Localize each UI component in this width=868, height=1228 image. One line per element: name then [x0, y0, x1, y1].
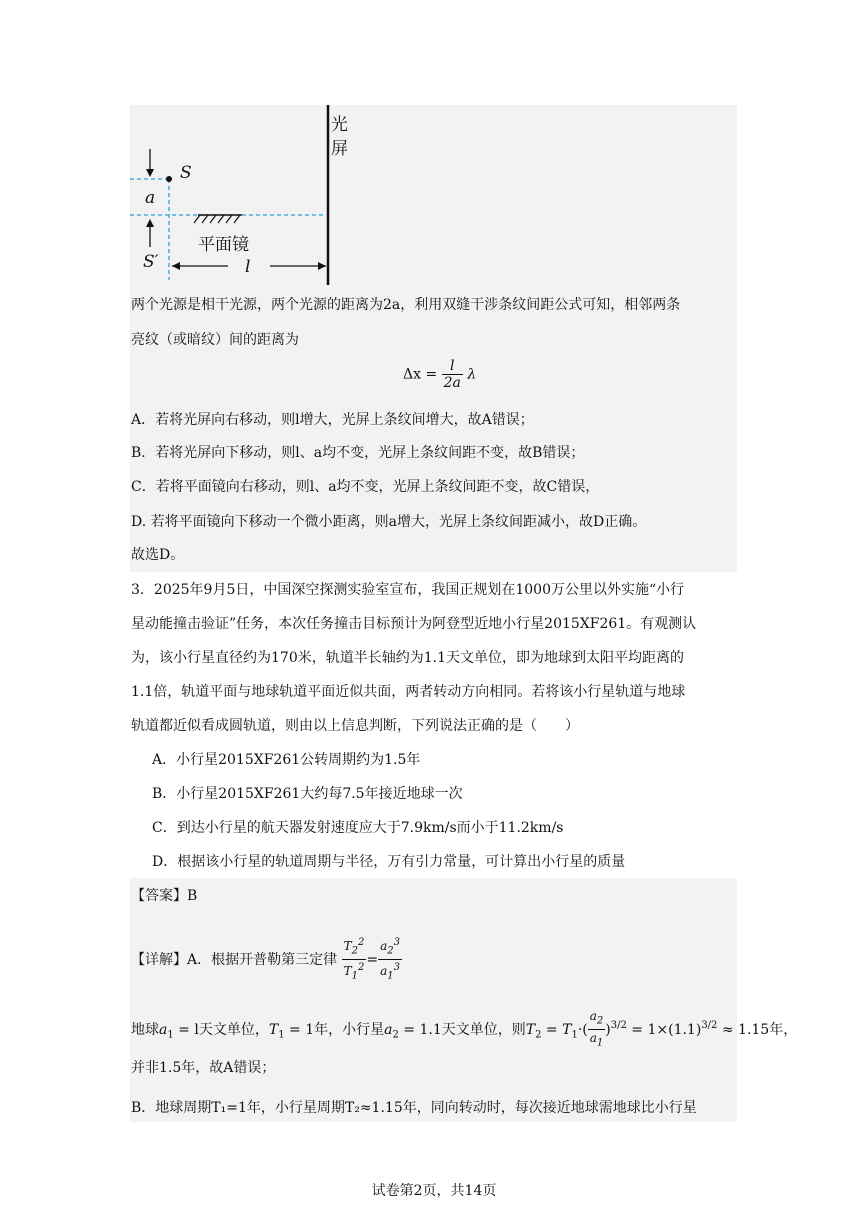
formula-tail: λ	[467, 366, 477, 383]
source-point	[166, 176, 172, 182]
question3-option-a: A．小行星2015XF261公转周期约为1.5年	[152, 752, 421, 768]
solution-option-d: D. 若将平面镜向下移动一个微小距离，则a增大，光屏上条纹间距减小，故D正确。	[131, 514, 647, 530]
formula-lhs: Δx =	[403, 366, 438, 383]
formula-fraction	[442, 358, 463, 391]
solution-option-b: B．若将光屏向下移动，则l、a均不变，光屏上条纹间距不变，故B错误；	[131, 445, 585, 461]
formula-num: l	[442, 358, 463, 375]
solution-option-c: C．若将平面镜向右移动，则l、a均不变，光屏上条纹间距不变，故C错误，	[131, 479, 600, 495]
question3-option-d: D．根据该小行星的轨道周期与半径，万有引力常量，可计算出小行星的质量	[152, 854, 626, 870]
not-line: 并非1.5年，故A错误；	[131, 1060, 276, 1076]
solution-option-a: A．若将光屏向右移动，则l增大，光屏上条纹间增大，故A错误；	[131, 412, 534, 428]
solution-choose: 故选D。	[131, 547, 185, 563]
question3-option-c: C．到达小行星的航天器发射速度应大于7.9km/s而小于11.2km/s	[152, 820, 564, 836]
answer-line: 【答案】B	[131, 888, 198, 904]
question3-line-3: 为，该小行星直径约为170米，轨道半长轴约为1.1天文单位，即为地球到太阳平均距离的	[131, 650, 684, 666]
question3-line-1: 3．2025年9月5日，中国深空探测实验室宣布，我国正规划在1000万公里以外实施“小行	[131, 582, 685, 598]
kepler-lhs: $\frac{T_2^2}{T_1^2}$	[343, 937, 365, 982]
source-label: S	[180, 163, 192, 183]
question3-option-b: B．小行星2015XF261大约每7.5年接近地球一次	[152, 786, 463, 802]
detail-prefix: 【详解】A．根据开普勒第三定律	[131, 951, 338, 968]
formula-den: 2a	[443, 375, 461, 391]
length-arrow-right-head	[318, 262, 326, 270]
arrow-down-head	[146, 169, 154, 177]
spacing-formula	[403, 358, 476, 391]
solution-para-2: 亮纹（或暗纹）间的距离为	[131, 332, 299, 348]
page-footer: 试卷第2页，共14页	[371, 1183, 497, 1199]
detail-line: 【详解】A．根据开普勒第三定律 $\frac{T_2^2}{T_1^2}$ = $\frac{a_2^3}{a_1^3}$	[131, 935, 402, 985]
screen-label-2: 屏	[331, 139, 348, 159]
arrow-up-head	[146, 219, 154, 227]
length-label: l	[245, 257, 251, 277]
screen-label-1: 光	[331, 115, 348, 135]
solution-para-1: 两个光源是相干光源，两个光源的距离为2a，利用双缝干涉条纹间距公式可知，相邻两条	[131, 297, 681, 313]
kepler-rhs: $\frac{a_2^3}{a_1^3}$	[380, 937, 400, 982]
question3-line-2: 星动能撞击验证”任务，本次任务撞击目标预计为阿登型近地小行星2015XF261。有观测认	[131, 616, 697, 632]
shade-answer	[130, 878, 737, 1122]
earth-line: 地球$a_1 = l$天文单位，$T_1 = 1$年，小行星$a_2 = 1.1$天文单位，则$T_2 = T_1\cdot$( $\frac{a_2}{a_1}$ )$^{3/2} = 1\times(1.1)^{3/2} \approx 1.15$年，	[131, 1009, 798, 1049]
distance-label: a	[145, 188, 156, 208]
question3-line-5: 轨道都近似看成圆轨道，则由以上信息判断，下列说法正确的是（ ）	[131, 718, 579, 734]
image-label: S′	[143, 252, 159, 272]
question3-line-4: 1.1倍，轨道平面与地球轨道平面近似共面，两者转动方向相同。若将该小行星轨道与地球	[131, 684, 686, 700]
mirror-label: 平面镜	[198, 235, 249, 255]
b-line: B．地球周期T₁=1年，小行星周期T₂≈1.15年，同向转动时，每次接近地球需地球比小行星	[131, 1100, 697, 1116]
mirror-hatch	[194, 215, 240, 223]
length-arrow-left-head	[172, 262, 180, 270]
